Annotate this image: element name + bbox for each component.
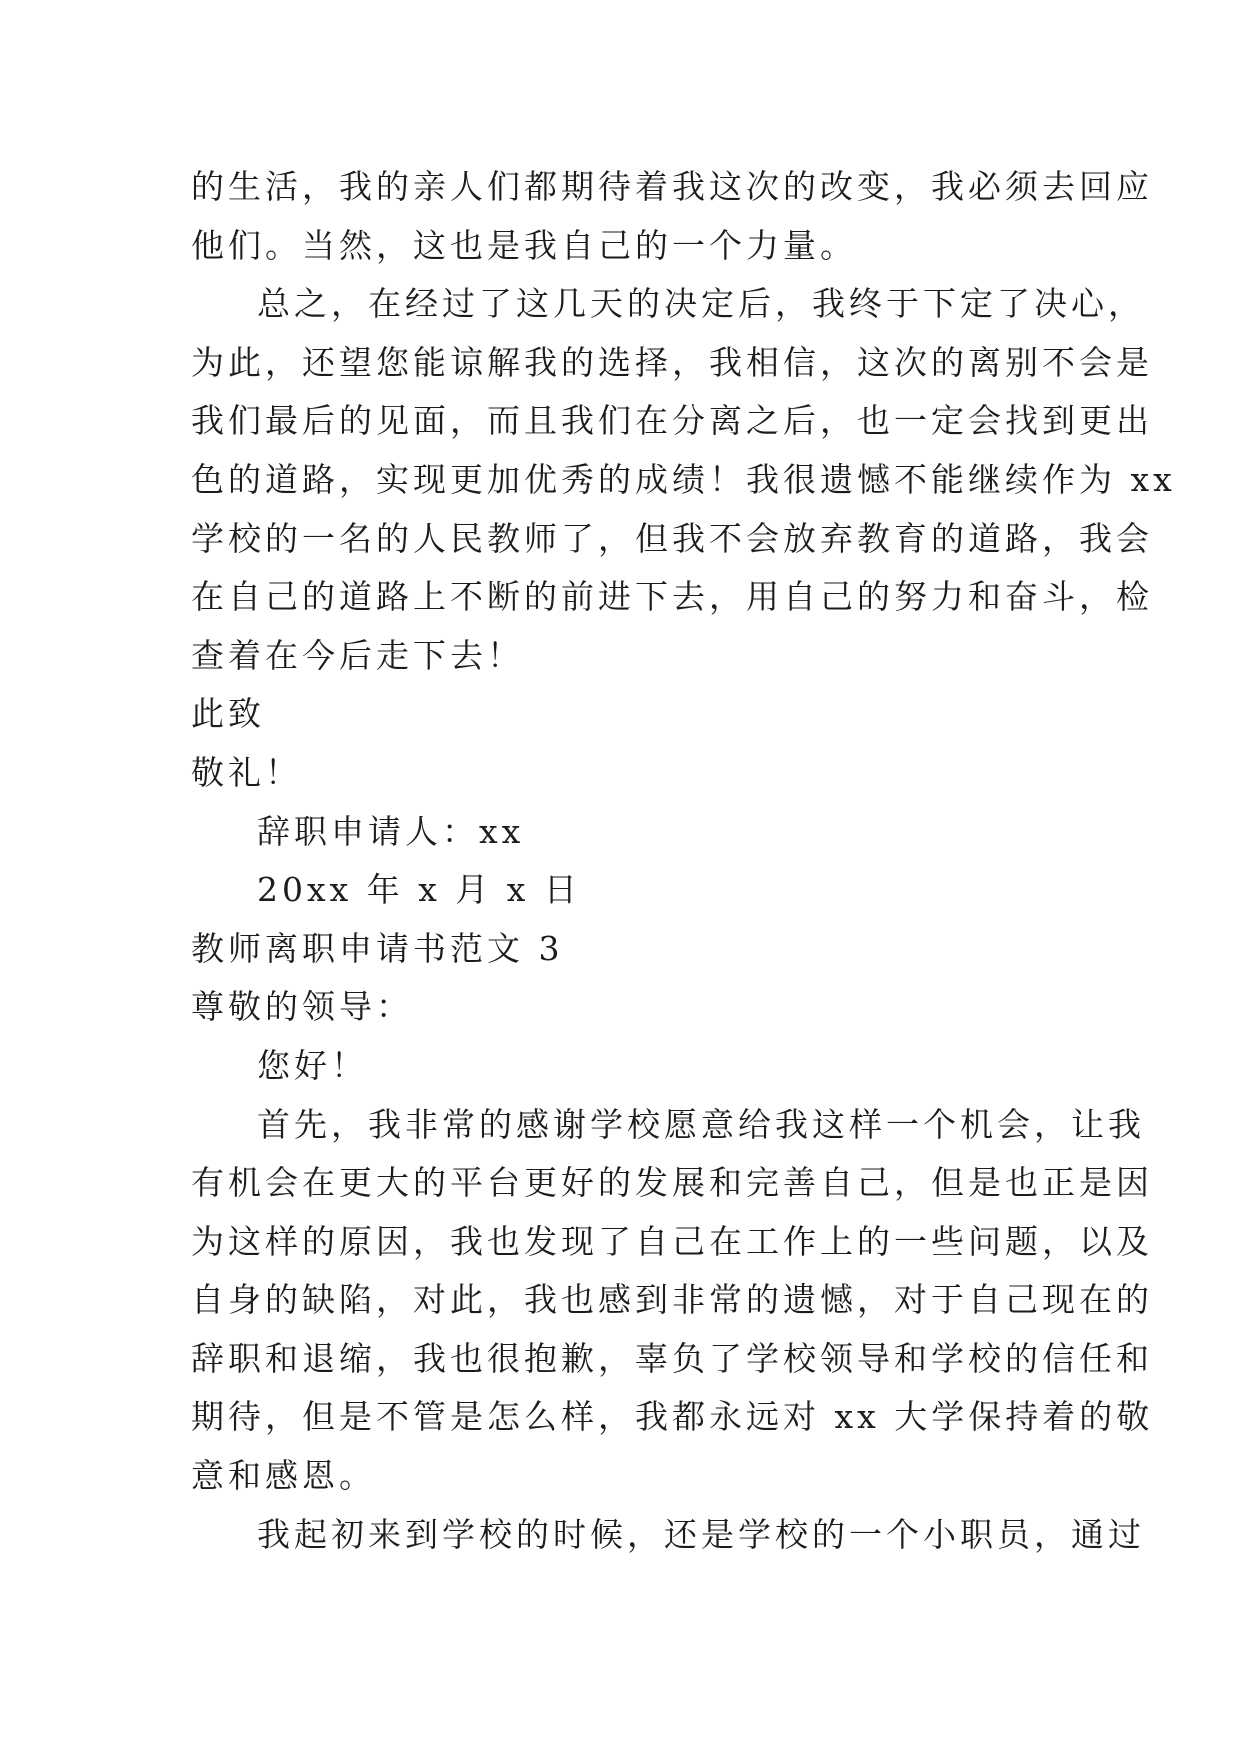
text-line-6: 色的道路，实现更加优秀的成绩！我很遗憾不能继续作为 xx — [191, 459, 1176, 499]
text-line-4: 为此，还望您能谅解我的选择，我相信，这次的离别不会是 — [191, 342, 1153, 382]
greeting-recipient: 尊敬的领导： — [191, 987, 413, 1027]
text-line-2: 他们。当然，这也是我自己的一个力量。 — [191, 225, 857, 265]
text-line-7: 学校的一名的人民教师了，但我不会放弃教育的道路，我会 — [191, 518, 1153, 558]
signature-date: 20xx 年 x 月 x 日 — [257, 870, 581, 910]
text-line-17: 首先，我非常的感谢学校愿意给我这样一个机会，让我 — [257, 1104, 1145, 1144]
text-line-3: 总之，在经过了这几天的决定后，我终于下定了决心， — [257, 284, 1145, 324]
closing-salutation: 此致 — [191, 694, 265, 734]
section-heading: 教师离职申请书范文 3 — [191, 928, 564, 968]
text-line-22: 期待，但是不管是怎么样，我都永远对 xx 大学保持着的敬 — [191, 1397, 1154, 1437]
text-line-19: 为这样的原因，我也发现了自己在工作上的一些问题，以及 — [191, 1221, 1153, 1261]
closing-regards: 敬礼！ — [191, 752, 302, 792]
text-line-23: 意和感恩。 — [191, 1456, 376, 1496]
text-line-21: 辞职和退缩，我也很抱歉，辜负了学校领导和学校的信任和 — [191, 1338, 1153, 1378]
text-line-1: 的生活，我的亲人们都期待着我这次的改变，我必须去回应 — [191, 167, 1153, 206]
text-line-9: 查着在今后走下去！ — [191, 635, 524, 675]
text-line-18: 有机会在更大的平台更好的发展和完善自己，但是也正是因 — [191, 1163, 1153, 1203]
signature-applicant: 辞职申请人：xx — [257, 811, 525, 851]
text-line-24: 我起初来到学校的时候，还是学校的一个小职员，通过 — [257, 1514, 1145, 1554]
text-line-20: 自身的缺陷，对此，我也感到非常的遗憾，对于自己现在的 — [191, 1280, 1153, 1320]
text-line-5: 我们最后的见面，而且我们在分离之后，也一定会找到更出 — [191, 401, 1153, 441]
document-body — [191, 158, 1176, 1564]
greeting-hello: 您好！ — [257, 1045, 368, 1085]
text-line-8: 在自己的道路上不断的前进下去，用自己的努力和奋斗，检 — [191, 577, 1153, 617]
